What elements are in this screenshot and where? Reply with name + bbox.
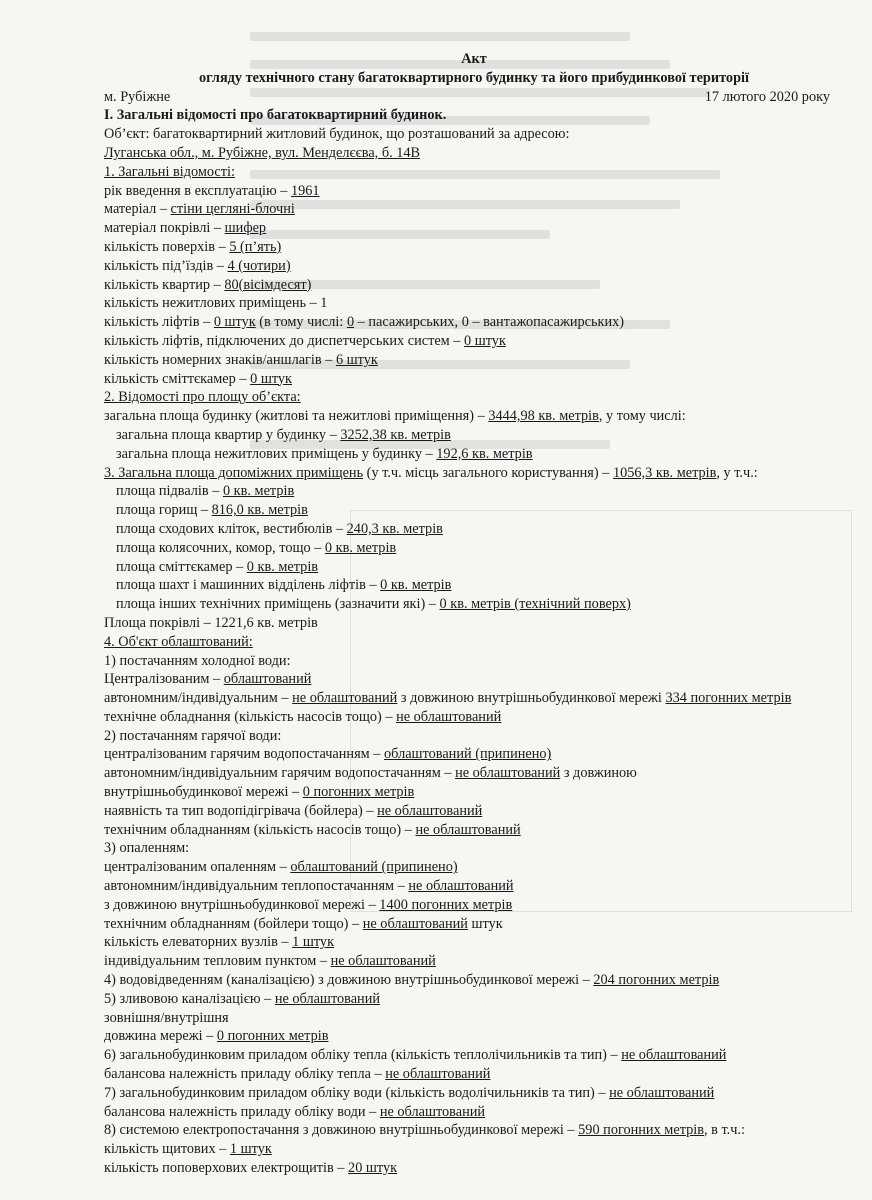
boiler-row: наявність та тип водопідігрівача (бойлера) – не облаштований [104, 802, 483, 819]
water-meter-balance-row: балансова належність приладу обліку води – не облаштований [104, 1103, 486, 1120]
city: м. Рубіжне [104, 88, 171, 105]
switchboards-row: кількість щитових – 1 штук [104, 1141, 272, 1158]
heat-meter-balance-row: балансова належність приладу обліку тепла – не облаштований [104, 1066, 491, 1083]
material-value: стіни цегляні-блочні [170, 201, 295, 218]
hot-network-row: внутрішньобудинкової мережі – 0 погонних метрів [104, 784, 415, 801]
hot-tech-row: технічним обладнанням (кількість насосів тощо) – не облаштований [104, 821, 521, 838]
signs-row: кількість номерних знаків/аншлагів – 6 штук [104, 351, 378, 368]
entrances-value: 4 (чотири) [227, 257, 291, 274]
trash-chambers-row: кількість сміттєкамер – 0 штук [104, 370, 292, 387]
roof-area-row: Площа покрівлі – 1221,6 кв. метрів [104, 614, 318, 631]
date: 17 лютого 2020 року [704, 88, 830, 105]
object-address: Луганська обл., м. Рубіжне, вул. Менделєєва, б. 14В [104, 144, 421, 161]
storm-type-row: зовнішня/внутрішня [104, 1009, 229, 1026]
elevator-nodes-row: кількість елеваторних вузлів – 1 штук [104, 934, 335, 951]
place-date-line [104, 88, 844, 107]
pram-area-row: площа колясочних, комор, тощо – 0 кв. метрів [116, 539, 397, 556]
heat-tech-row: технічним обладнанням (бойлери тощо) – не облаштований штук [104, 915, 503, 932]
section-heading: І. Загальні відомості про багатоквартирний будинок. [104, 107, 447, 124]
total-area-row: загальна площа будинку (житлові та нежитлові приміщення) – 3444,98 кв. метрів, у тому числі: [104, 408, 686, 425]
material-row: матеріал – стіни цегляні-блочні [104, 201, 295, 218]
cold-central-row: Централізованим – облаштований [104, 671, 312, 688]
area-heading: 2. Відомості про площу об’єкта: [104, 389, 301, 406]
floors-row: кількість поверхів – 5 (п’ять) [104, 238, 282, 255]
equipment-heading: 4. Об'єкт облаштований: [104, 633, 253, 650]
act-document [104, 50, 844, 1178]
sewer-row: 4) водовідведенням (каналізацією) з довжиною внутрішньобудинкової мережі – 204 погонних метрів [104, 972, 720, 989]
roof-material-value: шифер [224, 220, 267, 237]
power-row: 8) системою електропостачання з довжиною внутрішньобудинкової мережі – 590 погонних метрів, в т.ч.: [104, 1122, 745, 1139]
storm-row: 5) зливовою каналізацією – не облаштований [104, 990, 381, 1007]
roof-material-row: матеріал покрівлі – шифер [104, 220, 267, 237]
heat-meter-row: 6) загальнобудинковим приладом обліку тепла (кількість теплолічильників та тип) – не облаштований [104, 1047, 727, 1064]
attic-area-row: площа горищ – 816,0 кв. метрів [116, 502, 308, 519]
other-area-row: площа інших технічних приміщень (зазначити які) – 0 кв. метрів (технічний поверх) [116, 596, 631, 613]
apartments-row: кількість квартир – 80(вісімдесят) [104, 276, 312, 293]
itp-row: індивідуальним тепловим пунктом – не облаштований [104, 953, 436, 970]
cold-water-heading: 1) постачанням холодної води: [104, 652, 291, 669]
stairs-area-row: площа сходових кліток, вестибюлів – 240,3 кв. метрів [116, 520, 443, 537]
water-meter-row: 7) загальнобудинковим приладом обліку води (кількість водолічильників та тип) – не облаштований [104, 1084, 715, 1101]
shafts-area-row: площа шахт і машинних відділень ліфтів – 0 кв. метрів [116, 577, 452, 594]
apartments-value: 80(вісімдесят) [224, 276, 312, 293]
nonres-area-row: загальна площа нежитлових приміщень у будинку – 192,6 кв. метрів [116, 445, 533, 462]
document-subtitle: огляду технічного стану багатоквартирного будинку та його прибудинкової території [199, 69, 749, 86]
hot-water-heading: 2) постачанням гарячої води: [104, 727, 282, 744]
hot-autonomous-row: автономним/індивідуальним гарячим водопостачанням – не облаштований з довжиною [104, 765, 637, 782]
trashroom-area-row: площа сміттєкамер – 0 кв. метрів [116, 558, 319, 575]
heat-autonomous-row: автономним/індивідуальним теплопостачанням – не облаштований [104, 878, 514, 895]
basement-area-row: площа підвалів – 0 кв. метрів [116, 483, 295, 500]
object-label: Об’єкт: багатоквартирний житловий будинок, що розташований за адресою: [104, 126, 570, 143]
year-row: рік введення в експлуатацію – 1961 [104, 182, 320, 199]
floors-value: 5 (п’ять) [229, 238, 282, 255]
lifts-row: кількість ліфтів – 0 штук (в тому числі: 0 – пасажирських, 0 – вантажопасажирських) [104, 314, 625, 331]
year-value: 1961 [290, 182, 320, 199]
apartments-area-row: загальна площа квартир у будинку – 3252,38 кв. метрів [116, 426, 451, 443]
document-title: Акт [461, 51, 487, 67]
entrances-row: кількість під’їздів – 4 (чотири) [104, 257, 291, 274]
hot-central-row: централізованим гарячим водопостачанням – облаштований (припинено) [104, 746, 552, 763]
nonresidential-row: кількість нежитлових приміщень – 1 [104, 295, 328, 312]
heating-heading: 3) опаленням: [104, 840, 190, 857]
heat-network-row: з довжиною внутрішньобудинкової мережі – 1400 погонних метрів [104, 896, 513, 913]
cold-autonomous-row: автономним/індивідуальним – не облаштований з довжиною внутрішньобудинкової мережі 334 погонних метрів [104, 690, 792, 707]
storm-length-row: довжина мережі – 0 погонних метрів [104, 1028, 329, 1045]
general-info-heading: 1. Загальні відомості: [104, 163, 235, 180]
floor-panels-row: кількість поповерхових електрощитів – 20 штук [104, 1160, 398, 1177]
heat-central-row: централізованим опаленням – облаштований (припинено) [104, 859, 458, 876]
aux-area-row: 3. Загальна площа допоміжних приміщень (у т.ч. місць загального користування) – 1056,3 кв. метрів, у т.ч.: [104, 464, 758, 481]
dispatch-lifts-row: кількість ліфтів, підключених до диспетчерських систем – 0 штук [104, 332, 506, 349]
cold-tech-row: технічне обладнання (кількість насосів тощо) – не облаштований [104, 708, 502, 725]
